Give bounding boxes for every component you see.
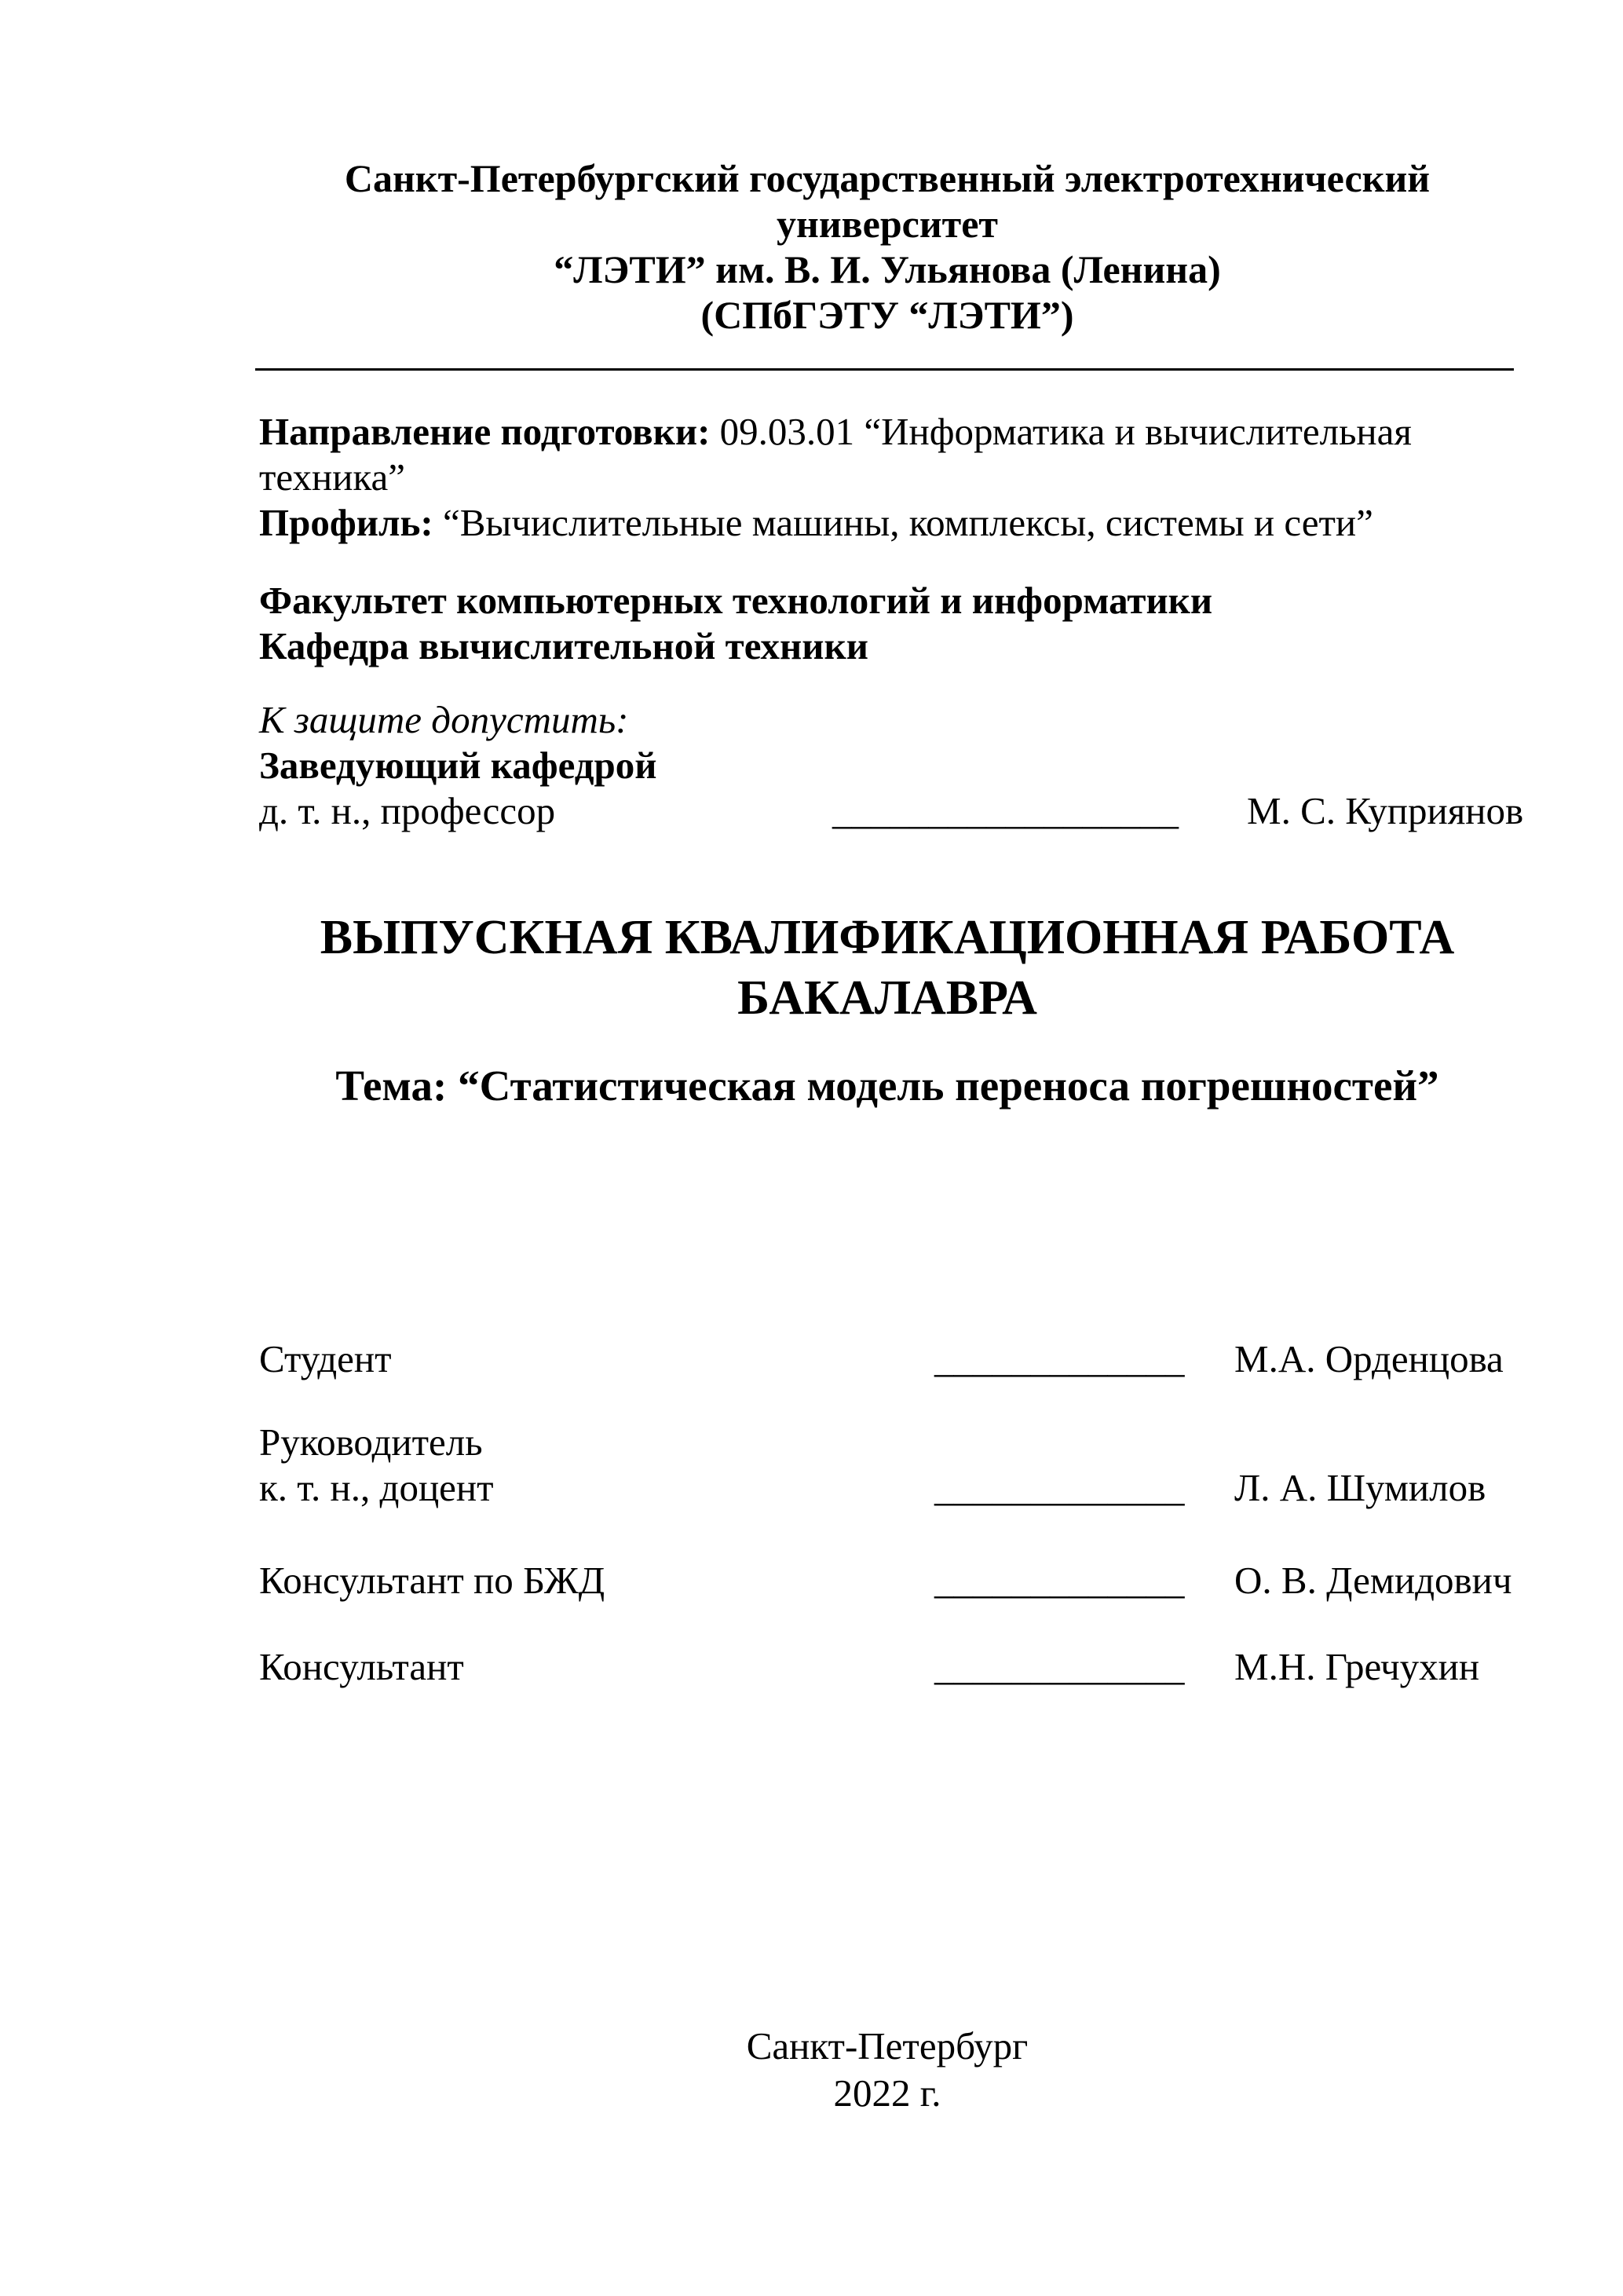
- profile-line: [259, 500, 1515, 546]
- student-role-label: Студент: [259, 1337, 392, 1380]
- direction-line-wrap: техника”: [259, 455, 406, 499]
- signature-line: _____________: [934, 1645, 1185, 1688]
- consultant-signature-line-row: [259, 1644, 1515, 1690]
- admit-to-defense-label: К защите допустить:: [259, 698, 629, 741]
- footer-year: 2022 г.: [833, 2071, 941, 2115]
- direction-label: Направление подготовки:: [259, 410, 711, 453]
- department-line: Кафедра вычислительной техники: [259, 624, 868, 667]
- direction-value: 09.03.01 “Информатика и вычислительная: [710, 410, 1412, 453]
- signature-line: _____________: [934, 1337, 1185, 1380]
- university-line-2: университет: [777, 202, 998, 246]
- supervisor-name: Л. А. Шумилов: [1234, 1466, 1486, 1509]
- supervisor-role-label: Руководитель: [259, 1420, 483, 1464]
- footer-city: Санкт-Петербург: [746, 2024, 1029, 2067]
- student-signature-row: [259, 1336, 1515, 1382]
- university-line-3: “ЛЭТИ” им. В. И. Ульянова (Ленина): [554, 247, 1221, 291]
- program-info: [259, 409, 1515, 546]
- horizontal-divider: [255, 368, 1514, 371]
- consultant-name: М.Н. Гречухин: [1234, 1645, 1480, 1688]
- supervisor-degree-label: к. т. н., доцент: [259, 1466, 494, 1509]
- faculty-info: [259, 578, 1515, 669]
- safety-consultant-signature-line-row: [259, 1558, 1515, 1603]
- thesis-type-title: [259, 908, 1515, 1029]
- signature-line: _____________: [934, 1466, 1185, 1509]
- footer-city-year: [259, 2023, 1515, 2117]
- thesis-type-line-1: ВЫПУСКНАЯ КВАЛИФИКАЦИОННАЯ РАБОТА: [320, 911, 1455, 964]
- supervisor-signature-row: [259, 1420, 1515, 1511]
- university-line-1: Санкт-Петербургский государственный электротехнический: [344, 156, 1431, 200]
- student-signature-line-row: [259, 1336, 1515, 1382]
- consultant-signature-row: [259, 1644, 1515, 1690]
- university-line-4: (СПбГЭТУ “ЛЭТИ”): [700, 293, 1074, 337]
- consultant-role-label: Консультант: [259, 1645, 464, 1688]
- safety-consultant-signature-row: [259, 1558, 1515, 1603]
- department-head-degree: д. т. н., профессор: [259, 789, 556, 832]
- profile-value: “Вычислительные машины, комплексы, системы и сети”: [433, 501, 1373, 544]
- direction-line: [259, 409, 1515, 455]
- profile-label: Профиль:: [259, 501, 433, 544]
- signature-line: _____________: [934, 1559, 1185, 1602]
- department-head-name: М. С. Куприянов: [1247, 789, 1524, 832]
- supervisor-signature-line-row: [259, 1465, 1515, 1511]
- approval-block: [259, 697, 1524, 834]
- department-head-signature-row: [259, 788, 1524, 834]
- thesis-type-line-2: БАКАЛАВРА: [737, 971, 1037, 1025]
- student-name: М.А. Орденцова: [1234, 1337, 1504, 1380]
- university-name: [259, 155, 1515, 338]
- signature-line: __________________: [832, 789, 1179, 832]
- faculty-line: Факультет компьютерных технологий и информатики: [259, 579, 1213, 622]
- safety-consultant-role-label: Консультант по БЖД: [259, 1559, 605, 1602]
- thesis-topic: Тема: “Статистическая модель переноса погрешностей”: [335, 1062, 1439, 1110]
- department-head-title: Заведующий кафедрой: [259, 744, 657, 787]
- safety-consultant-name: О. В. Демидович: [1234, 1559, 1512, 1602]
